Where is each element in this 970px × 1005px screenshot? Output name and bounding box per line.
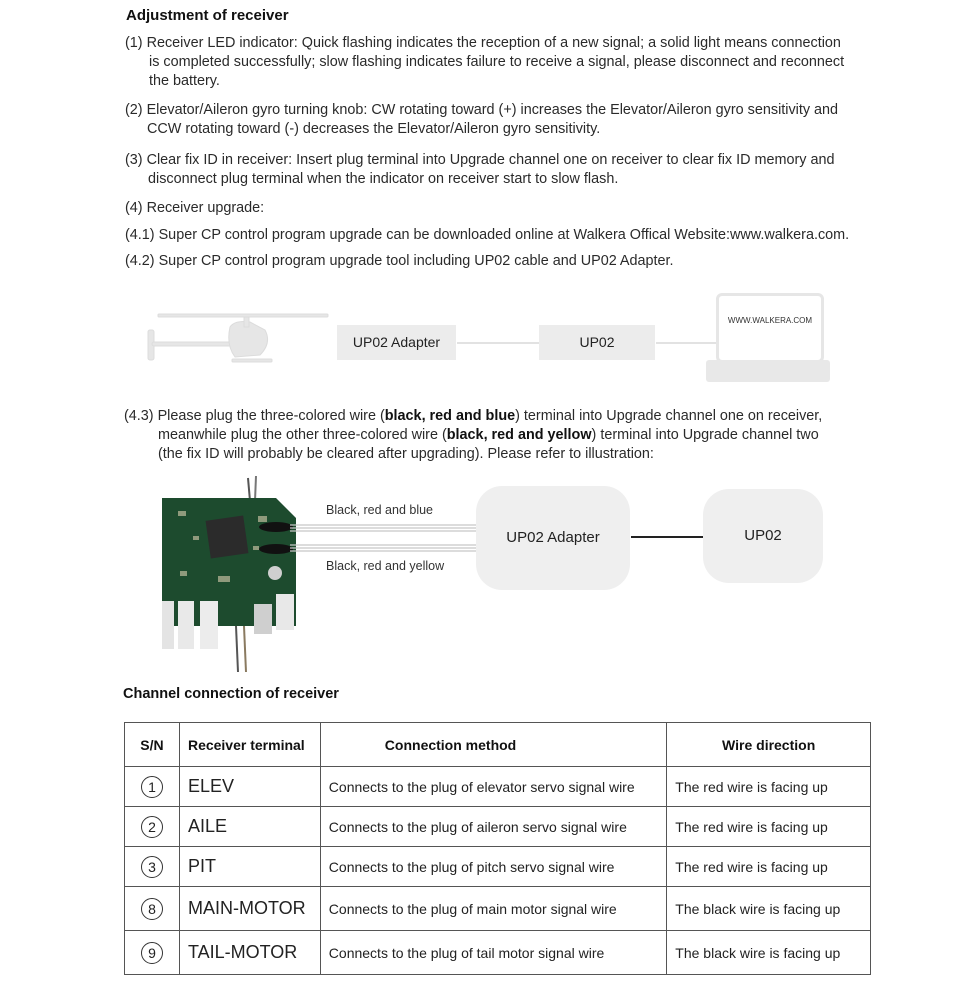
sn-circle: 9 xyxy=(141,942,163,964)
item-4-3 xyxy=(124,407,822,464)
u43-text-2a: meanwhile plug the other three-colored wire ( xyxy=(158,427,447,443)
diagram2-connector xyxy=(631,536,703,538)
row-direction: The black wire is facing up xyxy=(667,931,871,975)
clear-line-2: disconnect plug terminal when the indicator on receiver start to slow flash. xyxy=(148,171,619,187)
row-sn xyxy=(125,847,180,887)
row-sn xyxy=(125,931,180,975)
row-method: Connects to the plug of elevator servo signal wire xyxy=(320,767,667,807)
u43-line-1 xyxy=(124,407,822,426)
table-row xyxy=(125,887,871,931)
laptop-icon xyxy=(716,293,824,363)
wire-bundles xyxy=(290,520,490,560)
header-sn: S/N xyxy=(125,723,180,767)
table-header-row xyxy=(125,723,871,767)
u43-text-1c: ) terminal into Upgrade channel one on receiver, xyxy=(515,408,823,424)
u43-line-2 xyxy=(124,426,822,445)
sn-circle: 1 xyxy=(141,776,163,798)
row-direction: The red wire is facing up xyxy=(667,807,871,847)
table-row xyxy=(125,807,871,847)
row-method: Connects to the plug of main motor signal wire xyxy=(320,887,667,931)
row-sn xyxy=(125,767,180,807)
clear-line-1: (3) Clear fix ID in receiver: Insert plug terminal into Upgrade channel one on receiver to clear fix ID memory and xyxy=(125,152,835,168)
u43-text-2c: ) terminal into Upgrade channel two xyxy=(591,427,819,443)
header-terminal: Receiver terminal xyxy=(179,723,320,767)
u43-text-1a: (4.3) Please plug the three-colored wire ( xyxy=(124,408,385,424)
row-terminal: PIT xyxy=(179,847,320,887)
table-row xyxy=(125,847,871,887)
row-terminal: ELEV xyxy=(179,767,320,807)
wire-label-yellow: Black, red and yellow xyxy=(326,559,445,573)
sn-circle: 8 xyxy=(141,898,163,920)
diagram2-adapter-box: UP02 Adapter xyxy=(476,486,630,590)
table-row xyxy=(125,767,871,807)
channel-table xyxy=(124,722,871,975)
row-method: Connects to the plug of tail motor signal wire xyxy=(320,931,667,975)
row-direction: The red wire is facing up xyxy=(667,847,871,887)
item-led-indicator xyxy=(125,34,844,91)
u43-text-2b: black, red and yellow xyxy=(446,427,592,443)
row-direction: The red wire is facing up xyxy=(667,767,871,807)
led-line-3: the battery. xyxy=(149,73,220,89)
table-row xyxy=(125,931,871,975)
row-terminal: MAIN-MOTOR xyxy=(179,887,320,931)
row-method: Connects to the plug of pitch servo signal wire xyxy=(320,847,667,887)
row-direction: The black wire is facing up xyxy=(667,887,871,931)
wire-label-blue: Black, red and blue xyxy=(326,503,434,517)
item-4-1: (4.1) Super CP control program upgrade can be downloaded online at Walkera Offical Website:www.walkera.com. xyxy=(125,227,850,243)
table-title: Channel connection of receiver xyxy=(123,686,339,702)
row-sn xyxy=(125,887,180,931)
helicopter-icon xyxy=(140,305,340,375)
u43-line-3: (the fix ID will probably be cleared after upgrading). Please refer to illustration: xyxy=(158,446,654,462)
sn-circle: 2 xyxy=(141,816,163,838)
diagram1-adapter-box: UP02 Adapter xyxy=(337,325,456,360)
row-sn xyxy=(125,807,180,847)
item-receiver-upgrade: (4) Receiver upgrade: xyxy=(125,200,265,216)
laptop-base xyxy=(706,360,830,382)
receiver-board-icon xyxy=(158,476,298,676)
diagram1-connector-1 xyxy=(457,342,539,344)
row-terminal: TAIL-MOTOR xyxy=(179,931,320,975)
gyro-line-2: CCW rotating toward (-) decreases the Elevator/Aileron gyro sensitivity. xyxy=(147,121,601,137)
gyro-line-1: (2) Elevator/Aileron gyro turning knob: CW rotating toward (+) increases the Elevator/Aileron gyro sensitivity and xyxy=(125,102,839,118)
diagram2-up02-box: UP02 xyxy=(703,489,823,583)
item-clear-fix-id xyxy=(125,151,834,189)
item-4-2: (4.2) Super CP control program upgrade tool including UP02 cable and UP02 Adapter. xyxy=(125,253,674,269)
row-method: Connects to the plug of aileron servo signal wire xyxy=(320,807,667,847)
section-title: Adjustment of receiver xyxy=(126,7,289,24)
sn-circle: 3 xyxy=(141,856,163,878)
row-terminal: AILE xyxy=(179,807,320,847)
diagram1-up02-box: UP02 xyxy=(539,325,655,360)
diagram1-connector-2 xyxy=(656,342,720,344)
u43-text-1b: black, red and blue xyxy=(384,408,516,424)
laptop-screen-text: WWW.WALKERA.COM xyxy=(727,316,813,325)
item-gyro-knob xyxy=(125,101,838,139)
led-line-2: is completed successfully; slow flashing indicates failure to receive a signal, please disconnect and reconnect xyxy=(149,54,845,70)
header-method: Connection method xyxy=(320,723,667,767)
led-line-1: (1) Receiver LED indicator: Quick flashing indicates the reception of a new signal; a solid light means connection xyxy=(125,35,841,51)
header-direction: Wire direction xyxy=(667,723,871,767)
